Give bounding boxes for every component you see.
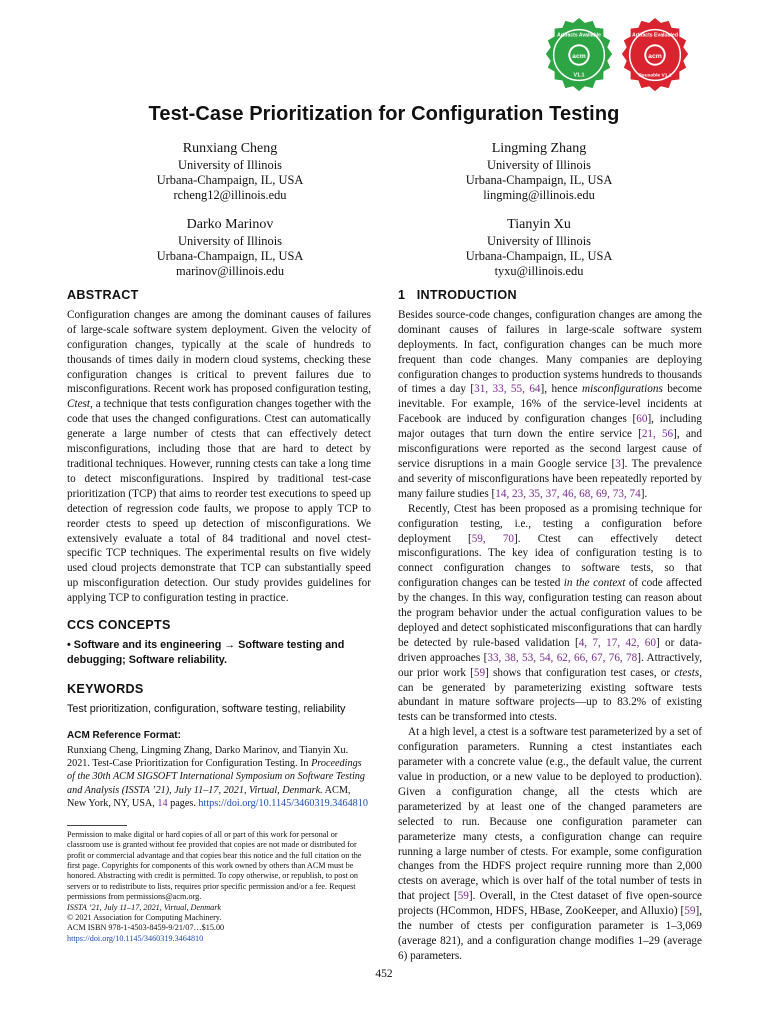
keywords-text: Test prioritization, configuration, software testing, reliability [67,702,346,715]
author-name: Runxiang Cheng [182,141,278,156]
ccs-heading: CCS CONCEPTS [67,618,171,633]
author-affiliation: University of Illinois [178,234,282,248]
abstract-heading: ABSTRACT [67,288,139,302]
author-affiliation: University of Illinois [487,234,591,248]
acm-reference-heading: ACM Reference Format: [67,729,181,741]
permission-notice: Permission to make digital or hard copies of all or part of this work for personal or classroom use is granted without fee provided that copies are not made or distributed for profit or commercial advantage and that copies bear this notice and the full citation on the first page. Copyrights for components of this work owned by others than ACM must be honored. Abstracting with credit is permitted. To copy otherwise, or republish, to post on servers or to redistribute to lists, requires prior specific permission and/or a fee. Request permissions from permissions@acm.org. ISSTA ’21, July 11–17, 2021, Virtual, Denmark © 2021 Association for Computing Machinery. ACM ISBN 978-1-4503-8459-9/21/07…$15.00 https://doi.org/10.1145/3460319.3464810 [67,830,371,944]
author-name: Tianyin Xu [507,217,571,232]
badge-acm-text: acm [648,52,662,60]
artifact-badges [540,16,700,96]
doi-link[interactable]: https://doi.org/10.1145/3460319.3464810 [198,798,368,810]
author-location: Urbana-Champaign, IL, USA [465,173,613,187]
paper-title: Test-Case Prioritization for Configuration Testing [148,103,620,125]
intro-paragraph-2: Recently, Ctest has been proposed as a promising technique for configuration testing, i.e., testing a configuration before deployment [59, 70]. Ctest can effectively detect misconfigurations. The key idea of configuration testing is to connect configuration changes to software tests, so that configuration changes can be tested in the context of code affected by the changes. In this way, configuration testing can reason about the program behavior under the actual configuration values to be deployed and detect sophisticated misconfigurations that can hardly be detected by rule-based validation [4, 7, 17, 42, 60] or data-driven approaches [33, 38, 53, 54, 62, 66, 67, 76, 78]. Attractively, our prior work [59] shows that configuration test cases, or ctests, can be generated by parameterizing existing software tests abundant in mature software projects—up to 83.2% of existing tests can be transformed into ctests. [398,502,703,724]
author-name: Lingming Zhang [491,141,587,156]
intro-paragraph-1: Besides source-code changes, configuration changes are among the dominant causes of failures in large-scale software system deployments. In fact, configuration changes can be much more frequent than code changes. Many companies are deploying configuration changes to production systems hundreds to thousands of times a day [31, 33, 55, 64], hence misconfigurations become inevitable. For example, 16% of the service-level incidents at Facebook are induced by configuration changes [60], including major outages that turn down the entire service [21, 56], and misconfigurations were reported as the second largest cause of service disruptions in a main Google service [3]. The prevalence and severity of misconfigurations have been repeatedly reported by many failure studies [14, 23, 35, 37, 46, 68, 69, 73, 74]. [398,308,703,500]
badge-top-text: Artifacts Evaluated [632,32,678,39]
ccs-text: • Software and its engineering → Software testing and debugging; Software reliability. [67,638,345,666]
badge-bottom-text: V1.1 [573,72,585,79]
permission-doi-link[interactable]: https://doi.org/10.1145/3460319.3464810 [67,933,204,943]
author-affiliation: University of Illinois [178,158,282,172]
badge-top-text: Artifacts Available [557,32,601,39]
acm-reference-text: Runxiang Cheng, Lingming Zhang, Darko Marinov, and Tianyin Xu. 2021. Test-Case Prioritization for Configuration Testing. In Proceedings of the 30th ACM SIGSOFT International Symposium on Software Testing and Analysis (ISSTA ’21), July 11–17, 2021, Virtual, Denmark. ACM, New York, NY, USA, 14 pages. https://doi.org/10.1145/3460319.3464810 [67,744,368,810]
left-column [67,288,371,944]
author-location: Urbana-Champaign, IL, USA [156,249,304,263]
badge-acm-text: acm [572,52,586,60]
footnote-rule [67,825,127,826]
page-number: 452 [375,968,393,980]
author-location: Urbana-Champaign, IL, USA [156,173,304,187]
right-column [398,288,702,964]
author-email: lingming@illinois.edu [483,188,595,202]
author-block [100,140,360,203]
artifacts-evaluated-reusable-badge-icon [616,16,694,94]
author-block [409,140,669,203]
author-email: marinov@illinois.edu [175,264,285,278]
artifacts-available-badge-icon [540,16,618,94]
abstract-text: Configuration changes are among the dominant causes of failures of large-scale software system deployment. Given the velocity of configuration changes, typically at the scale of hundreds to thousands of times daily in modern cloud systems, checking these configuration changes is critical to prevent failures due to misconfigurations. Recent work has proposed configuration testing, Ctest, a technique that tests configuration changes together with the code that uses the changed configurations. Ctest can automatically generate a large number of ctests that can effectively detect misconfigurations, including those that are hard to detect by traditional techniques. However, running ctests can take a long time to detect misconfigurations. Inspired by traditional test-case prioritization (TCP) that aims to reorder test executions to speed up detection of regression code faults, we propose to apply TCP to reorder ctests to speed up detection of misconfigurations. We extensively evaluate a total of 84 traditional and novel ctest-specific TCP techniques. The experimental results on five widely used cloud projects demonstrate that TCP can substantially speed up misconfiguration detection. Our study provides guidelines for applying TCP to configuration testing in practice. [67,308,371,605]
introduction-heading: 1 INTRODUCTION [398,288,517,302]
author-location: Urbana-Champaign, IL, USA [465,249,613,263]
intro-paragraph-3: At a high level, a ctest is a software test parameterized by a set of configuration parameters. Running a ctest instantiates each parameter with a concrete value (e.g., the default value, the current value in production, or a new value to be deployed to production). Given a configuration change, all the ctests which are parameterized by at least one of the changed parameters are selected to run. Because one configuration parameter can parameterize many ctests, a configuration change can require running a large number of ctests. For example, some configuration changes from the HDFS project require running more than 2,000 ctests on average, which is over half of the total number of tests in that project [59]. Overall, in the Ctest dataset of five open-source projects (HCommon, HDFS, HBase, ZooKeeper, and Alluxio) [59], the number of ctests per configuration parameter is 1–3,069 (average 821), and a configuration change modifies 1–29 (average 6) parameters. [398,726,703,962]
author-block [409,216,669,279]
author-block [100,216,360,279]
author-email: rcheng12@illinois.edu [173,188,287,202]
badge-bottom-text: Reusable V1.1 [638,73,672,79]
author-affiliation: University of Illinois [487,158,591,172]
author-name: Darko Marinov [186,217,274,232]
keywords-heading: KEYWORDS [67,681,144,696]
author-email: tyxu@illinois.edu [494,264,584,278]
